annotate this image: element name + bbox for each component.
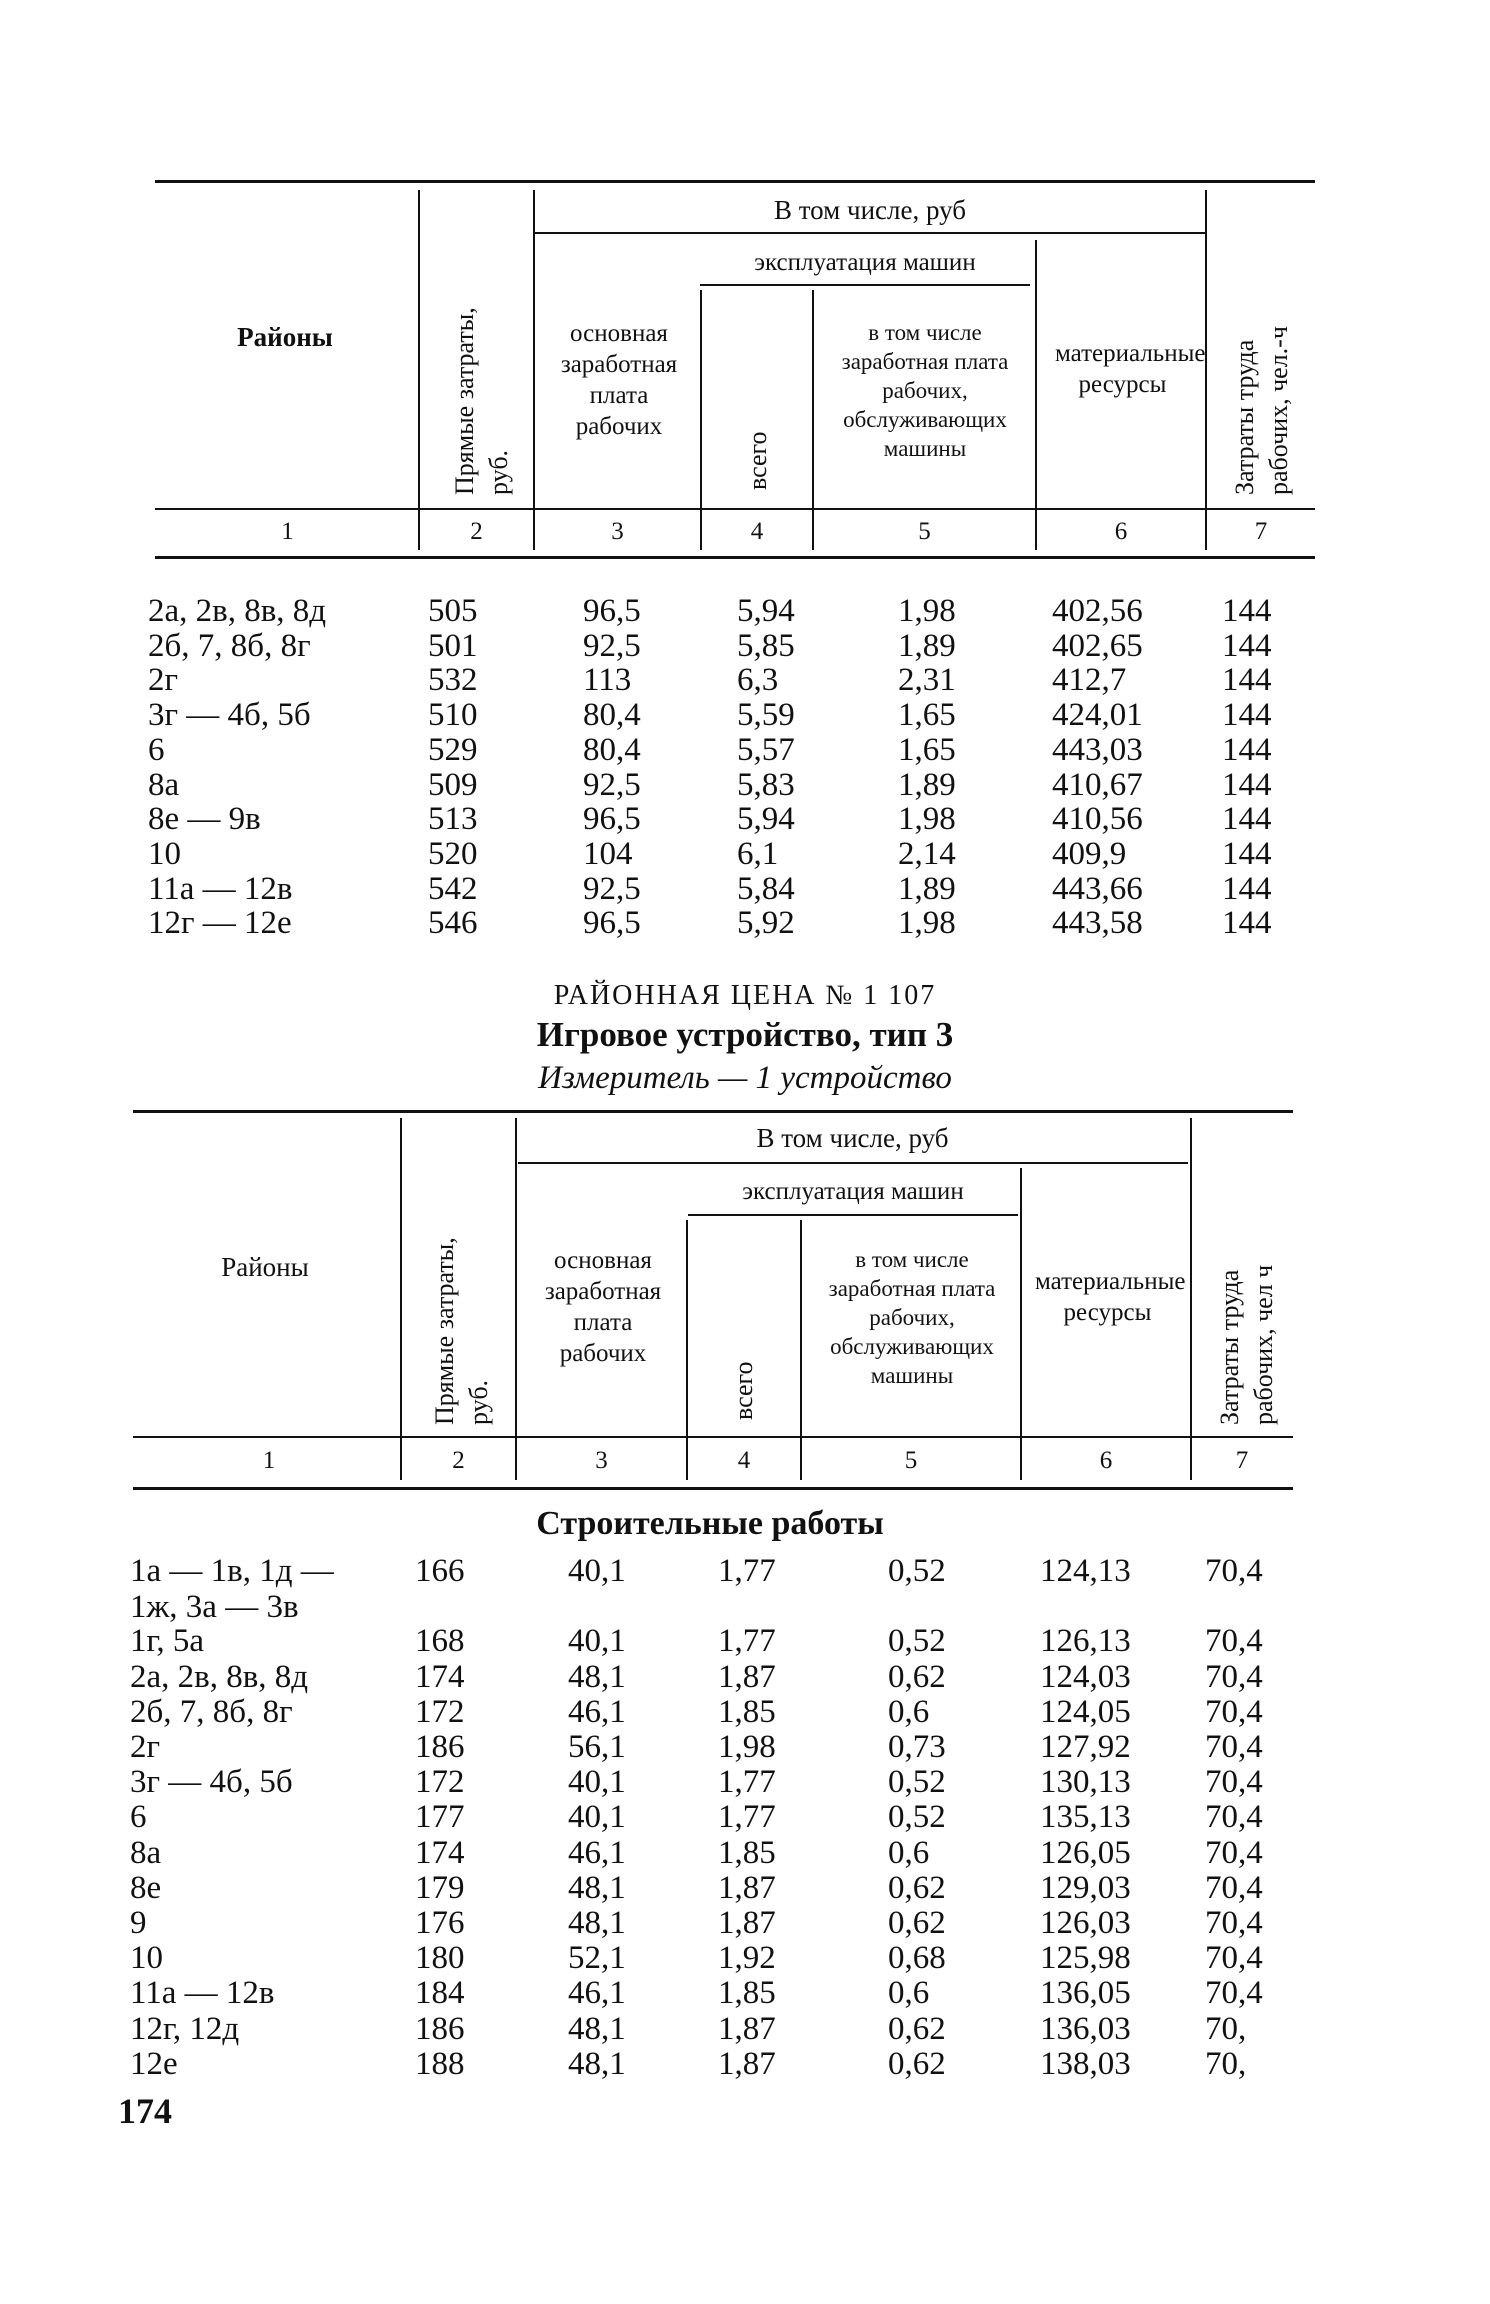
row-value: 144: [1222, 731, 1272, 768]
row-value: 48,1: [568, 1905, 626, 1941]
row-value: 40,1: [568, 1553, 626, 1589]
row-value: 80,4: [583, 697, 641, 734]
table2-header-labor: Затраты труда рабочих, чел ч: [1215, 1264, 1278, 1425]
row-region: 11а — 12в: [130, 1975, 275, 2012]
table1-vline: [418, 190, 420, 550]
table1-colnum: 1: [281, 518, 294, 545]
table2-colnum: 2: [452, 1447, 465, 1474]
row-value: 0,6: [888, 1975, 930, 2012]
row-value: 409,9: [1052, 835, 1127, 872]
table2-colnum: 5: [904, 1447, 918, 1474]
row-value: 509: [428, 766, 478, 803]
row-region: 2а, 2в, 8в, 8д: [130, 1658, 309, 1695]
row-value: 410,67: [1052, 766, 1143, 803]
row-value: 1,98: [718, 1729, 776, 1765]
row-region: 11а — 12в: [148, 870, 293, 907]
table2-vline: [515, 1118, 517, 1480]
row-value: 70,4: [1205, 1764, 1263, 1801]
row-value: 5,85: [737, 627, 795, 664]
row-region: 12е: [130, 2045, 178, 2082]
row-value: 48,1: [568, 2045, 626, 2082]
row-value: 1,77: [718, 1799, 776, 1836]
row-value: 113: [583, 662, 632, 699]
row-value: 443,58: [1052, 905, 1143, 942]
row-value: 424,01: [1052, 697, 1143, 734]
row-value: 138,03: [1040, 2045, 1131, 2082]
row-value: 70,: [1205, 2010, 1247, 2047]
row-value: 144: [1222, 870, 1272, 907]
row-value: 6,1: [737, 835, 779, 872]
row-value: 126,03: [1040, 1905, 1131, 1941]
row-value: 144: [1222, 801, 1272, 838]
row-value: 70,4: [1205, 1658, 1263, 1695]
row-value: 144: [1222, 766, 1272, 803]
row-value: 1,77: [718, 1623, 776, 1660]
row-value: 1,87: [718, 1869, 776, 1906]
row-value: 130,13: [1040, 1764, 1131, 1801]
row-value: 70,: [1205, 2045, 1247, 2082]
row-value: 0,62: [888, 2010, 946, 2047]
row-value: 0,52: [888, 1623, 946, 1660]
table2-colnum: 4: [737, 1447, 751, 1474]
table1-vline: [700, 290, 702, 550]
row-value: 70,4: [1205, 1940, 1263, 1977]
row-region: 10: [130, 1940, 163, 1977]
row-value: 5,57: [737, 731, 795, 768]
row-region: 6: [148, 731, 165, 768]
row-value: 186: [415, 1729, 465, 1765]
row-value: 70,4: [1205, 1729, 1263, 1765]
table1-vline: [533, 190, 535, 550]
row-value: 144: [1222, 593, 1272, 629]
row-value: 96,5: [583, 905, 641, 942]
row-value: 136,05: [1040, 1975, 1131, 2012]
row-value: 6,3: [737, 662, 779, 699]
table1-header-direct-costs: Прямые затраты, руб.: [450, 307, 513, 495]
table1-colnum: 4: [750, 518, 764, 545]
row-value: 0,52: [888, 1764, 946, 1801]
table2-vline: [1190, 1118, 1192, 1480]
price-subtitle: Игровое устройство, тип 3: [536, 1015, 954, 1054]
table2-header-in-total: В том числе, руб: [756, 1123, 949, 1153]
row-value: 70,4: [1205, 1834, 1263, 1871]
row-value: 1,77: [718, 1764, 776, 1801]
row-value: 70,4: [1205, 1869, 1263, 1906]
row-value: 168: [415, 1623, 465, 1660]
row-value: 2,14: [898, 835, 956, 872]
row-region: 2б, 7, 8б, 8г: [130, 1693, 293, 1730]
row-value: 174: [415, 1658, 465, 1695]
row-value: 179: [415, 1869, 465, 1906]
table2-intotal-rule: [518, 1162, 1188, 1164]
row-value: 124,03: [1040, 1658, 1131, 1695]
table2-colnum-rule: [133, 1487, 1293, 1490]
row-value: 443,03: [1052, 731, 1143, 768]
row-value: 0,62: [888, 1658, 946, 1695]
row-value: 1,98: [898, 905, 956, 942]
row-value: 410,56: [1052, 801, 1143, 838]
table1-header-machine-operation: эксплуатация машин: [754, 249, 976, 276]
row-value: 1,85: [718, 1834, 776, 1871]
table2-vline: [1020, 1168, 1022, 1480]
row-value: 0,73: [888, 1729, 946, 1765]
row-value: 5,59: [737, 697, 795, 734]
row-value: 96,5: [583, 593, 641, 629]
row-value: 0,68: [888, 1940, 946, 1977]
table1-colnum: 6: [1114, 518, 1128, 545]
row-region: 8е: [130, 1869, 162, 1906]
row-value: 1,89: [898, 627, 956, 664]
table1-colnum-rule: [155, 556, 1315, 559]
row-region: 2г: [148, 662, 179, 699]
row-value: 80,4: [583, 731, 641, 768]
row-value: 1,65: [898, 697, 956, 734]
row-value: 96,5: [583, 801, 641, 838]
table2-header-material: материальные ресурсы: [1035, 1268, 1186, 1326]
row-value: 124,13: [1040, 1553, 1131, 1589]
row-value: 1,85: [718, 1693, 776, 1730]
row-region: 10: [148, 835, 181, 872]
row-value: 0,62: [888, 1905, 946, 1941]
row-value: 48,1: [568, 1869, 626, 1906]
row-region: 3г — 4б, 5б: [148, 697, 311, 734]
row-value: 542: [428, 870, 478, 907]
table1-header-in-total: В том числе, руб: [773, 195, 967, 225]
table1-header-rule: [155, 508, 1315, 510]
row-value: 144: [1222, 835, 1272, 872]
row-region: 1г, 5а: [130, 1623, 204, 1660]
row-value: 1,65: [898, 731, 956, 768]
row-value: 513: [428, 801, 478, 838]
row-value: 124,05: [1040, 1693, 1131, 1730]
row-value: 0,52: [888, 1799, 946, 1836]
row-value: 129,03: [1040, 1869, 1131, 1906]
row-value: 104: [583, 835, 633, 872]
row-value: 144: [1222, 627, 1272, 664]
row-value: 443,66: [1052, 870, 1143, 907]
row-value: 5,83: [737, 766, 795, 803]
row-value: 48,1: [568, 2010, 626, 2047]
row-region: 9: [130, 1905, 147, 1941]
table2-top-rule: [133, 1110, 1293, 1113]
row-value: 546: [428, 905, 478, 942]
row-value: 40,1: [568, 1623, 626, 1660]
row-region: 2б, 7, 8б, 8г: [148, 627, 311, 664]
row-value: 0,62: [888, 2045, 946, 2082]
row-value: 52,1: [568, 1940, 626, 1977]
row-value: 40,1: [568, 1799, 626, 1836]
row-value: 70,4: [1205, 1799, 1263, 1836]
row-region: 6: [130, 1799, 147, 1836]
table1-vline: [1035, 240, 1037, 550]
row-value: 1,89: [898, 870, 956, 907]
row-value: 5,92: [737, 905, 795, 942]
table1-header-machine-wage: в том числе заработная плата рабочих, обслуживающих машины: [841, 320, 1009, 461]
table1-vline: [1205, 190, 1207, 550]
row-value: 56,1: [568, 1729, 626, 1765]
table1-header-labor: Затраты труда рабочих, чел.-ч: [1230, 326, 1293, 495]
table1-header-basic-wage: основная заработная плата рабочих: [560, 320, 678, 440]
row-value: 144: [1222, 662, 1272, 699]
row-value: 144: [1222, 905, 1272, 942]
table1-header-regions: Районы: [237, 322, 333, 352]
row-value: 92,5: [583, 627, 641, 664]
row-value: 1,87: [718, 2010, 776, 2047]
table2-header-rule: [133, 1436, 1293, 1438]
row-value: 135,13: [1040, 1799, 1131, 1836]
row-value: 46,1: [568, 1693, 626, 1730]
table2-colnum: 3: [595, 1447, 608, 1474]
section-title: Строительные работы: [536, 1505, 884, 1542]
row-region: 2а, 2в, 8в, 8д: [148, 593, 327, 629]
row-value: 126,05: [1040, 1834, 1131, 1871]
row-value: 136,03: [1040, 2010, 1131, 2047]
table1-header-material: материальные ресурсы: [1055, 340, 1206, 398]
table1-header-total: всего: [743, 431, 772, 490]
row-value: 166: [415, 1553, 465, 1589]
table2-colnum: 7: [1235, 1447, 1249, 1474]
row-value: 172: [415, 1693, 465, 1730]
table2-header-total: всего: [729, 1361, 758, 1420]
row-value: 177: [415, 1799, 465, 1836]
table2-header-regions: Районы: [221, 1252, 309, 1282]
row-value: 46,1: [568, 1834, 626, 1871]
table1-colnum: 2: [470, 518, 483, 545]
row-value: 40,1: [568, 1764, 626, 1801]
row-value: 127,92: [1040, 1729, 1131, 1765]
price-unit: Измеритель — 1 устройство: [538, 1060, 952, 1096]
row-value: 70,4: [1205, 1623, 1263, 1660]
row-value: 92,5: [583, 870, 641, 907]
table1-colnum: 3: [611, 518, 624, 545]
row-value: 48,1: [568, 1658, 626, 1695]
table2-machines-rule: [688, 1214, 1018, 1216]
row-value: 126,13: [1040, 1623, 1131, 1660]
row-value: 0,52: [888, 1553, 946, 1589]
table2-vline: [800, 1220, 802, 1480]
row-value: 0,6: [888, 1834, 930, 1871]
row-value: 1,87: [718, 1658, 776, 1695]
row-region: 1а — 1в, 1д — 1ж, 3а — 3в: [130, 1553, 334, 1625]
table2-header-direct-costs: Прямые затраты, руб.: [430, 1237, 493, 1425]
table1-intotal-rule: [535, 232, 1205, 234]
row-value: 92,5: [583, 766, 641, 803]
row-value: 1,87: [718, 2045, 776, 2082]
table1-vline: [812, 290, 814, 550]
row-value: 5,84: [737, 870, 795, 907]
row-value: 1,89: [898, 766, 956, 803]
row-value: 174: [415, 1834, 465, 1871]
row-value: 186: [415, 2010, 465, 2047]
row-value: 510: [428, 697, 478, 734]
row-value: 1,77: [718, 1553, 776, 1589]
row-value: 1,87: [718, 1905, 776, 1941]
row-value: 46,1: [568, 1975, 626, 2012]
row-value: 0,62: [888, 1869, 946, 1906]
row-value: 70,4: [1205, 1975, 1263, 2012]
row-value: 1,92: [718, 1940, 776, 1977]
row-value: 505: [428, 593, 478, 629]
row-value: 172: [415, 1764, 465, 1801]
row-value: 1,85: [718, 1975, 776, 2012]
table2-header-machine-operation: эксплуатация машин: [742, 1178, 964, 1205]
table1-machines-rule: [700, 284, 1030, 286]
row-value: 501: [428, 627, 478, 664]
row-value: 0,6: [888, 1693, 930, 1730]
row-value: 532: [428, 662, 478, 699]
row-value: 70,4: [1205, 1693, 1263, 1730]
row-region: 8а: [130, 1834, 162, 1871]
row-region: 12г, 12д: [130, 2010, 240, 2047]
table1-colnum: 7: [1254, 518, 1268, 545]
row-value: 184: [415, 1975, 465, 2012]
row-value: 188: [415, 2045, 465, 2082]
table2-header-basic-wage: основная заработная плата рабочих: [544, 1247, 662, 1367]
row-value: 125,98: [1040, 1940, 1131, 1977]
row-value: 529: [428, 731, 478, 768]
table1-top-rule: [155, 180, 1315, 183]
page-number: 174: [118, 2091, 172, 2131]
price-title: РАЙОННАЯ ЦЕНА № 1 107: [553, 980, 937, 1011]
row-region: 8а: [148, 766, 180, 803]
row-value: 5,94: [737, 801, 795, 838]
row-value: 2,31: [898, 662, 956, 699]
row-value: 402,56: [1052, 593, 1143, 629]
row-value: 402,65: [1052, 627, 1143, 664]
row-value: 5,94: [737, 593, 795, 629]
row-value: 176: [415, 1905, 465, 1941]
row-value: 70,4: [1205, 1553, 1263, 1589]
row-region: 3г — 4б, 5б: [130, 1764, 293, 1801]
row-value: 1,98: [898, 593, 956, 629]
row-value: 520: [428, 835, 478, 872]
row-value: 1,98: [898, 801, 956, 838]
row-region: 8е — 9в: [148, 801, 261, 838]
row-region: 2г: [130, 1729, 161, 1765]
row-value: 412,7: [1052, 662, 1127, 699]
row-value: 144: [1222, 697, 1272, 734]
table2-header-machine-wage: в том числе заработная плата рабочих, обслуживающих машины: [828, 1247, 996, 1388]
row-value: 180: [415, 1940, 465, 1977]
table2-vline: [400, 1118, 402, 1480]
table1-colnum: 5: [918, 518, 931, 545]
table2-colnum: 1: [262, 1447, 276, 1474]
row-value: 70,4: [1205, 1905, 1263, 1941]
table2-vline: [686, 1220, 688, 1480]
row-region: 12г — 12е: [148, 905, 292, 942]
table2-colnum: 6: [1099, 1447, 1113, 1474]
